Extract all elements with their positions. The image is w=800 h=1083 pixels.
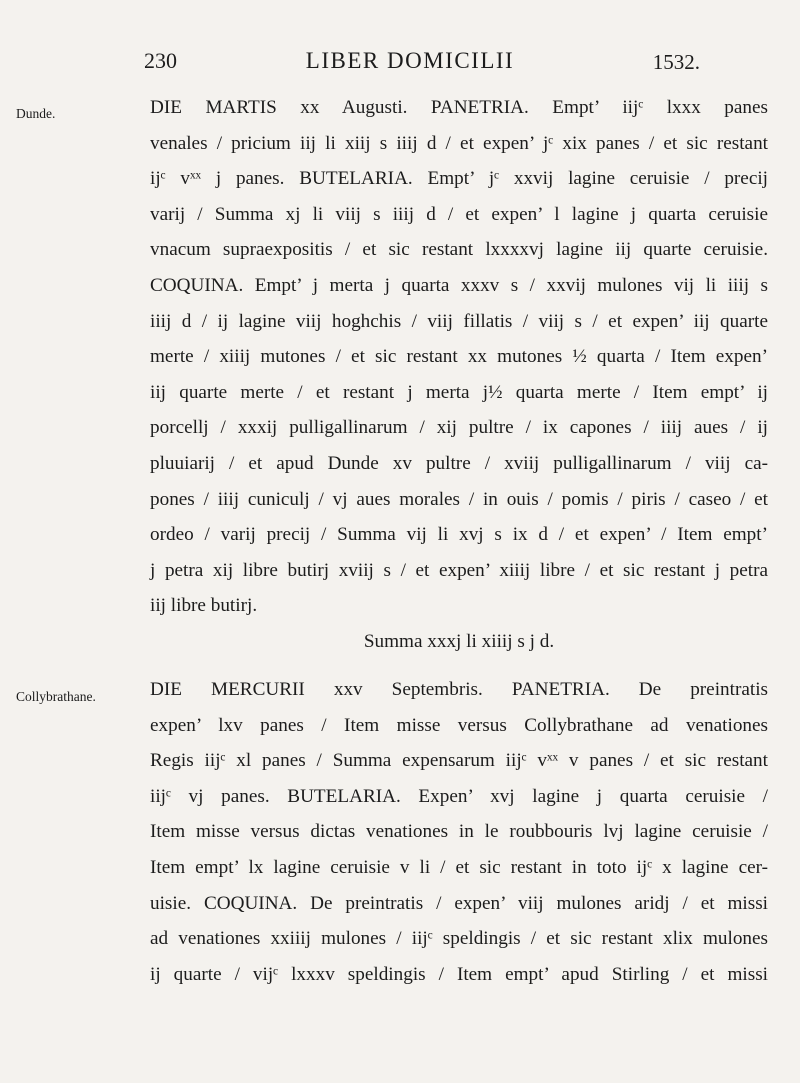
margin-note: Collybrathane. <box>16 689 96 704</box>
text-line: ad venationes xxiiij mulones / iijᶜ speldingis / et sic restant xlix mulones <box>150 928 768 950</box>
running-head <box>0 48 800 82</box>
text-line: venales / pricium iij li xiij s iiij d / et expen’ jᶜ xix panes / et sic restant <box>150 132 768 154</box>
page-number: 230 <box>144 48 177 73</box>
text-line: j petra xij libre butirj xviij s / et expen’ xiiij libre / et sic restant j petra <box>150 559 768 581</box>
entry-paragraph <box>150 672 768 992</box>
text-line: ijᶜ vˣˣ j panes. BUTELARIA. Empt’ jᶜ xxvij lagine ceruisie / precij <box>150 168 768 190</box>
text-line: DIE MARTIS xx Augusti. PANETRIA. Empt’ iijᶜ lxxx panes <box>150 97 768 118</box>
text-line: Item misse versus dictas venationes in le roubbouris lvj lagine ceruisie / <box>150 821 768 843</box>
text-line: Regis iijᶜ xl panes / Summa expensarum iijᶜ vˣˣ v panes / et sic restant <box>150 750 768 772</box>
year-marker: 1532. <box>652 50 700 74</box>
text-line: iij libre butirj. <box>150 595 258 617</box>
entry-paragraph <box>150 90 768 660</box>
text-line: merte / xiiij mutones / et sic restant xx mutones ½ quarta / Item expen’ <box>150 346 768 368</box>
margin-note: Dunde. <box>16 106 56 121</box>
text-line: iij quarte merte / et restant j merta j½ quarta merte / Item empt’ ij <box>150 381 768 403</box>
text-line: iijᶜ vj panes. BUTELARIA. Expen’ xvj lagine j quarta ceruisie / <box>150 785 768 807</box>
summary-line: Summa xxxj li xiiij s j d. <box>363 630 555 652</box>
text-line: ordeo / varij precij / Summa vij li xvj s ix d / et expen’ / Item empt’ <box>150 524 768 546</box>
text-line: porcellj / xxxij pulligallinarum / xij pultre / ix capones / iiij aues / ij <box>150 417 768 439</box>
text-line: varij / Summa xj li viij s iiij d / et expen’ l lagine j quarta ceruisie <box>150 203 768 225</box>
text-line: vnacum supraexpositis / et sic restant lxxxxvj lagine iij quarte ceruisie. <box>150 239 768 261</box>
text-line: COQUINA. Empt’ j merta j quarta xxxv s / xxvij mulones vij li iiij s <box>150 274 768 296</box>
text-line: ij quarte / vijᶜ lxxxv speldingis / Item empt’ apud Stirling / et missi <box>150 963 768 985</box>
text-line: expen’ lxv panes / Item misse versus Collybrathane ad venationes <box>150 714 768 736</box>
text-line: pones / iiij cuniculj / vj aues morales / in ouis / pomis / piris / caseo / et <box>150 488 768 510</box>
text-line: pluuiarij / et apud Dunde xv pultre / xviij pulligallinarum / viij ca- <box>150 452 768 474</box>
text-line: Item empt’ lx lagine ceruisie v li / et sic restant in toto ijᶜ x lagine cer- <box>150 856 768 878</box>
text-line: iiij d / ij lagine viij hoghchis / viij fillatis / viij s / et expen’ iij quarte <box>150 310 768 332</box>
text-line: uisie. COQUINA. De preintratis / expen’ viij mulones aridj / et missi <box>150 892 768 914</box>
running-title: LIBER DOMICILII <box>305 48 515 73</box>
text-line: DIE MERCURII xxv Septembris. PANETRIA. De preintratis <box>150 679 768 700</box>
